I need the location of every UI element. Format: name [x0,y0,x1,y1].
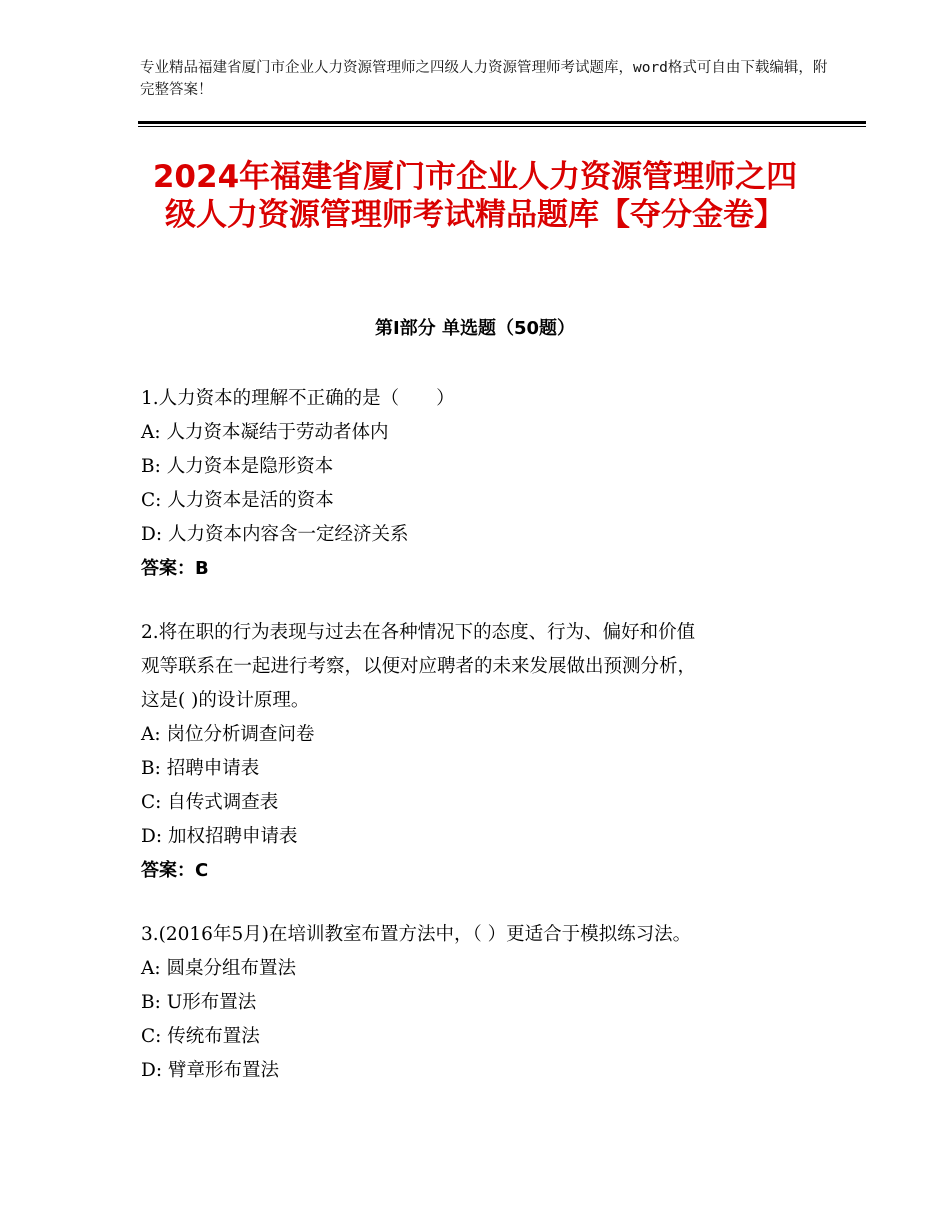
question-stem: 这是( )的设计原理。 [141,690,310,711]
option-c: C: 传统布置法 [141,1026,260,1047]
question-stem: 1.人力资本的理解不正确的是（ ） [141,388,455,409]
question-stem: 观等联系在一起进行考察，以便对应聘者的未来发展做出预测分析， [141,656,697,677]
option-a: A: 圆桌分组布置法 [141,958,296,979]
section-heading: 第Ⅰ部分 单选题（50题） [374,318,575,339]
option-b: B: U形布置法 [141,992,257,1013]
document-title: 2024年福建省厦门市企业人力资源管理师之四级人力资源管理师考试精品题库【夺分金卷】 [152,159,798,233]
question-1 [141,382,841,586]
answer: 答案：B [141,558,209,579]
option-b: B: 人力资本是隐形资本 [141,456,334,477]
option-c: C: 人力资本是活的资本 [141,490,334,511]
question-stem: 2.将在职的行为表现与过去在各种情况下的态度、行为、偏好和价值 [141,622,696,643]
option-d: D: 加权招聘申请表 [141,826,298,847]
question-stem: 3.(2016年5月)在培训教室布置方法中，（ ）更适合于模拟练习法。 [141,924,692,945]
option-c: C: 自传式调查表 [141,792,279,813]
option-d: D: 人力资本内容含一定经济关系 [141,524,409,545]
header-rule-thick [138,121,866,124]
question-list [141,382,841,1118]
header-rule-thin [138,126,866,127]
answer: 答案：C [141,860,209,881]
option-a: A: 岗位分析调查问卷 [141,724,315,745]
question-3 [141,918,841,1088]
header-note: 专业精品福建省厦门市企业人力资源管理师之四级人力资源管理师考试题库，word格式可自由下载编辑，附完整答案！ [140,60,828,98]
option-d: D: 臂章形布置法 [141,1060,279,1081]
option-a: A: 人力资本凝结于劳动者体内 [141,422,389,443]
option-b: B: 招聘申请表 [141,758,260,779]
question-2 [141,616,841,888]
